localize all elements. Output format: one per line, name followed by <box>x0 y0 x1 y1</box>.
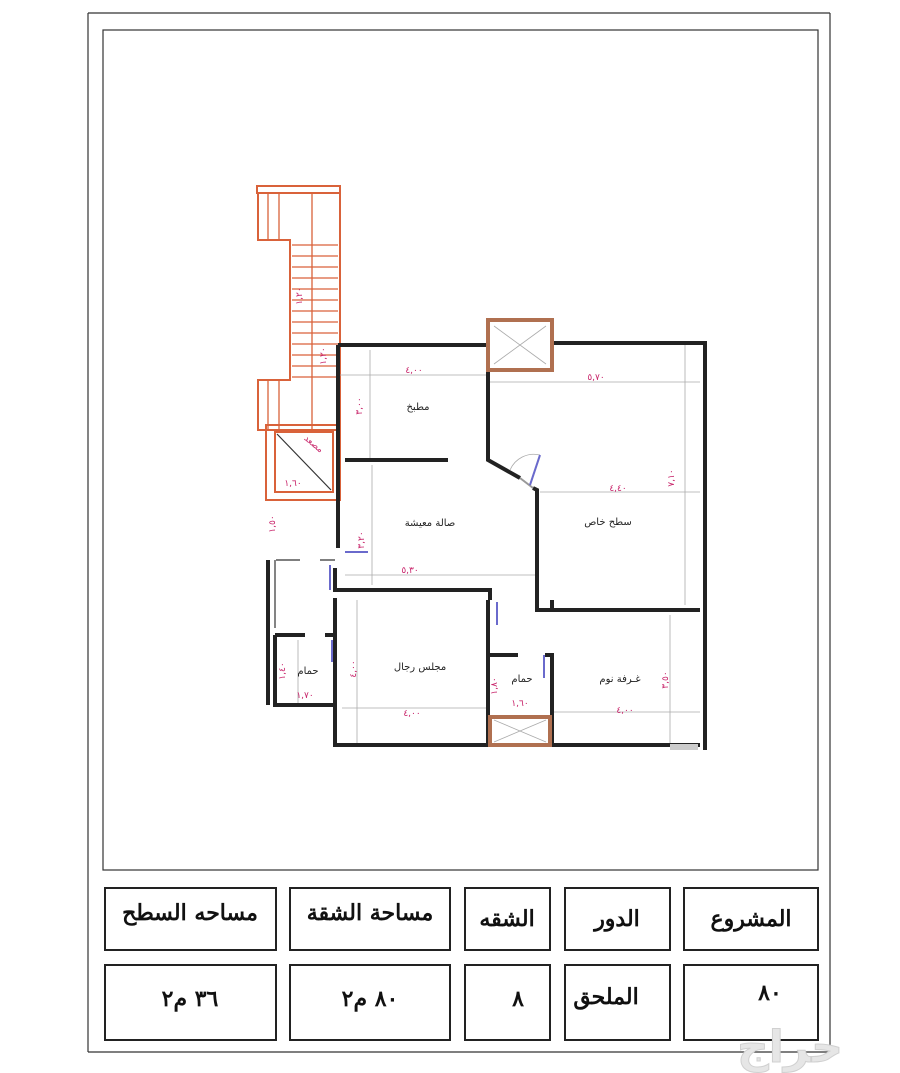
header-apartment-area: مساحة الشقة <box>306 900 434 926</box>
dim-stair-a: ١,٢٠ <box>295 287 305 305</box>
dim-majlis-h: ٤,٠٠ <box>349 660 359 678</box>
dimension-labels <box>268 287 677 719</box>
elevator-label: مصعد <box>301 433 325 456</box>
room-kitchen: مطبخ <box>406 402 430 413</box>
dim-corridor: ١,٥٠ <box>268 515 278 533</box>
dim-bath2-w: ١,٦٠ <box>511 699 529 709</box>
staircase <box>257 186 340 430</box>
dim-bath1-w: ١,٧٠ <box>296 691 314 701</box>
header-apartment: الشقه <box>479 906 535 932</box>
dim-living-w: ٥,٣٠ <box>401 566 419 576</box>
dim-roof-w: ٤,٤٠ <box>609 484 627 494</box>
dim-roof-h: ٧,١٠ <box>667 469 677 487</box>
header-roof-area: مساحه السطح <box>122 900 258 926</box>
dim-kitchen-w: ٤,٠٠ <box>405 366 423 376</box>
dim-bath1-h: ١,٤٠ <box>278 662 288 680</box>
value-apartment-area: ٨٠ م٢ <box>341 986 399 1012</box>
elevator <box>266 425 340 500</box>
dim-majlis-w: ٤,٠٠ <box>403 709 421 719</box>
dim-stair-b: ١,٢٠ <box>319 347 329 365</box>
room-living: صالة معيشة <box>404 518 456 529</box>
value-apartment: ٨ <box>512 986 524 1012</box>
room-bedroom: غـرفة نوم <box>599 674 641 685</box>
header-project: المشروع <box>710 906 792 932</box>
value-project: ٨٠ <box>758 980 782 1006</box>
dim-bath2-h: ١,٨٠ <box>490 677 500 695</box>
room-bathroom-1: حمام <box>297 666 319 677</box>
room-bathroom-2: حمام <box>511 674 533 685</box>
dim-roof-top: ٥,٧٠ <box>587 373 605 383</box>
watermark-logo: حراج <box>737 1022 843 1073</box>
room-private-roof: سطح خاص <box>584 517 632 528</box>
value-roof-area: ٣٦ م٢ <box>161 986 219 1012</box>
room-majlis: مجلس رجال <box>393 662 447 673</box>
header-floor: الدور <box>594 906 640 932</box>
walls <box>268 343 705 750</box>
dim-kitchen-h: ٣,٠٠ <box>355 397 365 415</box>
room-labels <box>297 402 640 685</box>
info-table <box>105 888 818 1040</box>
dim-bedroom-h: ٣,٥٠ <box>661 671 671 689</box>
value-floor: الملحق <box>573 984 639 1010</box>
dim-bedroom-w: ٤,٠٠ <box>616 706 634 716</box>
dim-elevator: ١,٦٠ <box>284 479 302 489</box>
dim-living-h: ٣,٢٠ <box>357 531 367 549</box>
